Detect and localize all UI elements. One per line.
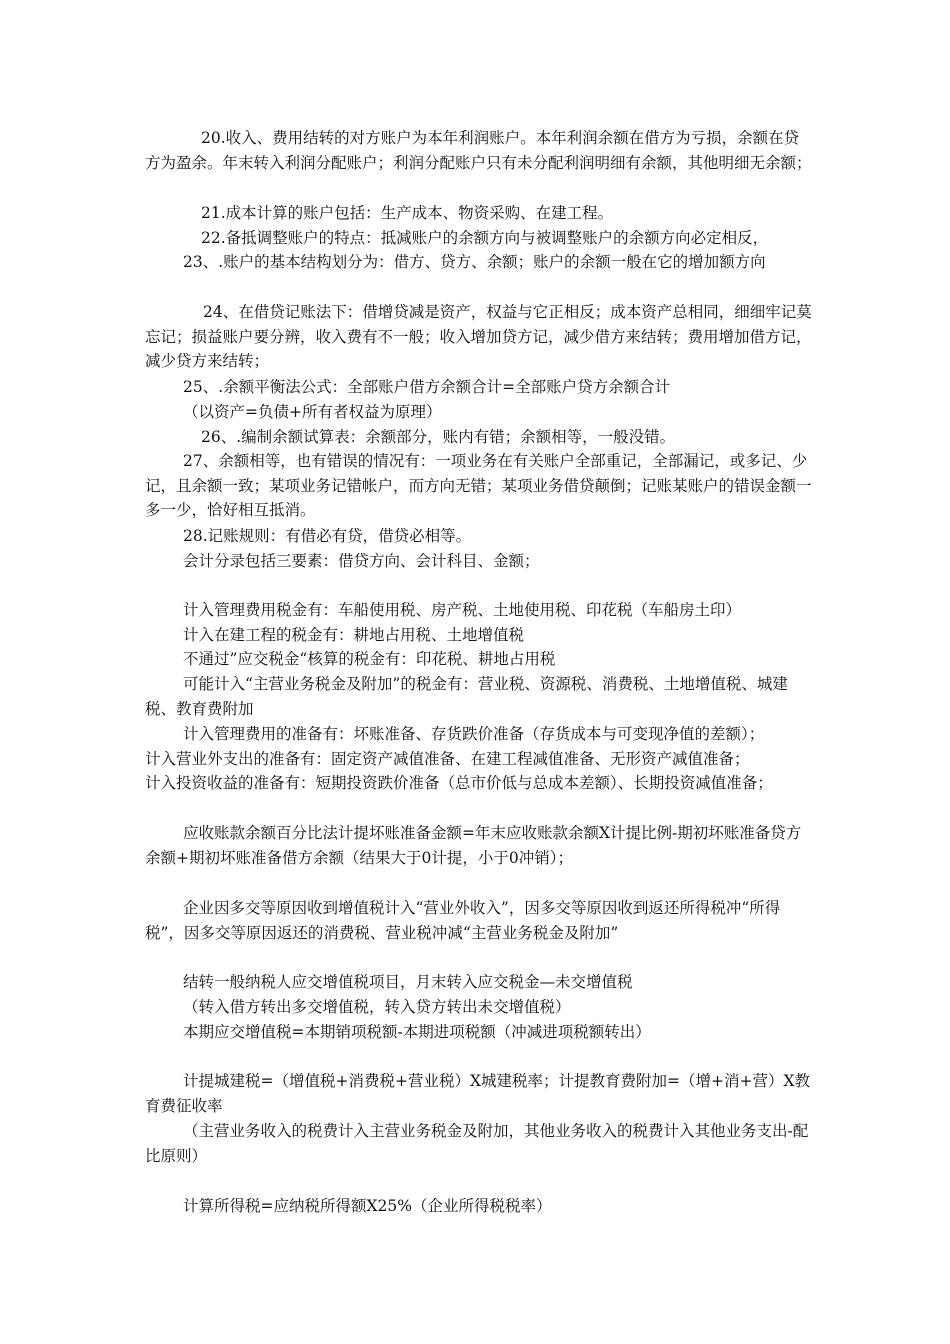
paragraph-main-business-tax: 可能计入“主营业务税金及附加”的税金有：营业税、资源税、消费税、土地增值税、城建税、教育费附加 [145, 675, 788, 718]
paragraph-tax-refund: 企业因多交等原因收到增值税计入“营业外收入”，因多交等原因收到返还所得税冲“所得税”，因多交等原因返还的消费税、营业税冲减“主营业务税金及附加” [145, 899, 781, 942]
paragraph-matching-principle: （主营业务收入的税费计入主营业务税金及附加，其他业务收入的税费计入其他业务支出-配比原则） [145, 1122, 809, 1165]
paragraph-27: 27、余额相等，也有错误的情况有：一项业务在有关账户全部重记，全部漏记，或多记、少记，且余额一致；某项业务记错帐户，而方向无错；某项业务借贷颠倒；记账某账户的错误金额一多一少，恰好相互抵消。 [145, 452, 812, 519]
paragraph-28: 28.记账规则：有借必有贷，借贷必相等。 [183, 527, 472, 545]
paragraph-construction-tax: 计入在建工程的税金有：耕地占用税、土地增值税 [183, 626, 525, 644]
paragraph-journal-entry: 会计分录包括三要素：借贷方向、会计科目、金额； [183, 552, 540, 570]
paragraph-25: 25、.余额平衡法公式：全部账户借方余额合计=全部账户贷方余额合计 [183, 378, 671, 396]
paragraph-admin-reserve: 计入管理费用的准备有：坏账准备、存货跌价准备（存货成本与可变现净值的差额）； [183, 725, 765, 743]
paragraph-21: 21.成本计算的账户包括：生产成本、物资采购、在建工程。 [201, 204, 614, 222]
paragraph-investment-reserve: 计入投资收益的准备有：短期投资跌价准备（总市价低与总成本差额）、长期投资减值准备； [145, 774, 773, 792]
paragraph-22: 22.备抵调整账户的特点：抵减账户的余额方向与被调整账户的余额方向必定相反， [201, 229, 769, 247]
paragraph-25-note: （以资产=负债+所有者权益为原理） [183, 403, 442, 421]
paragraph-income-tax: 计算所得税=应纳税所得额X25%（企业所得税税率） [183, 1197, 552, 1215]
paragraph-city-tax: 计提城建税=（增值税+消费税+营业税）X城建税率；计提教育费附加=（增+消+营）X教育费征收率 [145, 1072, 810, 1115]
paragraph-vat-transfer: 结转一般纳税人应交增值税项目，月末转入应交税金—未交增值税 [183, 973, 633, 991]
paragraph-vat-payable: 本期应交增值税=本期销项税额-本期进项税额（冲减进项税额转出） [183, 1023, 651, 1041]
paragraph-nonoperating-reserve: 计入营业外支出的准备有：固定资产减值准备、在建工程减值准备、无形资产减值准备； [145, 750, 750, 768]
paragraph-26: 26、.编制余额试算表：余额部分，账内有错；余额相等，一般没错。 [201, 428, 676, 446]
paragraph-admin-tax: 计入管理费用税金有：车船使用税、房产税、土地使用税、印花税（车船房土印） [183, 601, 742, 619]
paragraph-bad-debt-formula: 应收账款余额百分比法计提坏账准备金额=年末应收账款余额X计提比例-期初坏账准备贷方余额+期初坏账准备借方余额（结果大于0计提，小于0冲销）； [145, 824, 802, 867]
paragraph-non-payable-tax: 不通过”应交税金“核算的税金有：印花税、耕地占用税 [183, 650, 556, 668]
paragraph-24: 24、在借贷记账法下：借增贷减是资产，权益与它正相反；成本资产总相同，细细牢记莫忘记；损益账户要分辨，收入费有不一般；收入增加贷方记，减少借方来结转；费用增加借方记，减少贷方来结转； [145, 303, 812, 370]
paragraph-23: 23、.账户的基本结构划分为：借方、贷方、余额；账户的余额一般在它的增加额方向 [183, 253, 766, 271]
paragraph-20: 20.收入、费用结转的对方账户为本年利润账户。本年利润余额在借方为亏损，余额在贷方为盈余。年末转入利润分配账户；利润分配账户只有未分配利润明细有余额，其他明细无余额； [145, 129, 812, 172]
paragraph-vat-transfer-note: （转入借方转出多交增值税，转入贷方转出未交增值税） [183, 998, 571, 1016]
